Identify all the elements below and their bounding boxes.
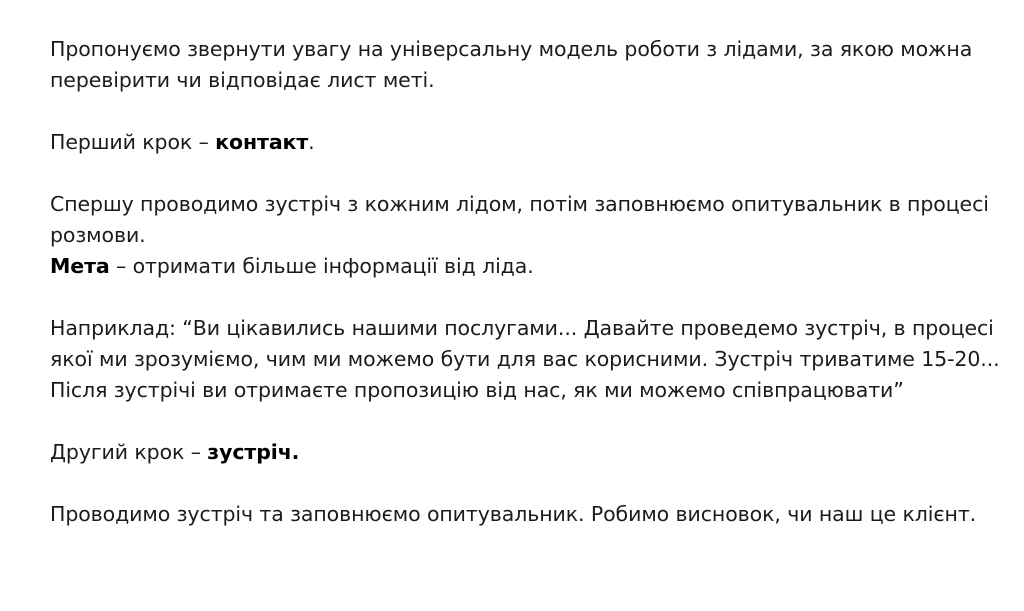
step-one-prefix: Перший крок – (50, 130, 216, 154)
step-two-keyword: зустріч. (207, 440, 300, 464)
goal-text: – отримати більше інформації від ліда. (109, 254, 534, 278)
step-two-description: Проводимо зустріч та заповнюємо опитувальник. Робимо висновок, чи наш це клієнт. (50, 502, 977, 526)
step-one-keyword: контакт (215, 130, 309, 154)
step-two-heading (50, 437, 1000, 468)
goal-line (50, 251, 1000, 282)
goal-keyword: Мета (50, 254, 110, 278)
intro-paragraph: Пропонуємо звернути увагу на універсальну модель роботи з лідами, за якою можна перевірити чи відповідає лист меті. (50, 37, 973, 92)
step-one-suffix: . (308, 130, 315, 154)
example-paragraph: Наприклад: “Ви цікавились нашими послугами... Давайте проведемо зустріч, в процесі якої ми зрозуміємо, чим ми можемо бути для вас корисними. Зустріч триватиме 15-20... Після зустрічі ви отримаєте пропозицію від нас, як ми можемо співпрацювати” (50, 316, 1000, 402)
step-one-heading (50, 127, 1000, 158)
step-two-prefix: Другий крок – (50, 440, 208, 464)
document-body (50, 34, 1000, 561)
step-one-description: Спершу проводимо зустріч з кожним лідом, потім заповнюємо опитувальник в процесі розмови. (50, 192, 989, 247)
